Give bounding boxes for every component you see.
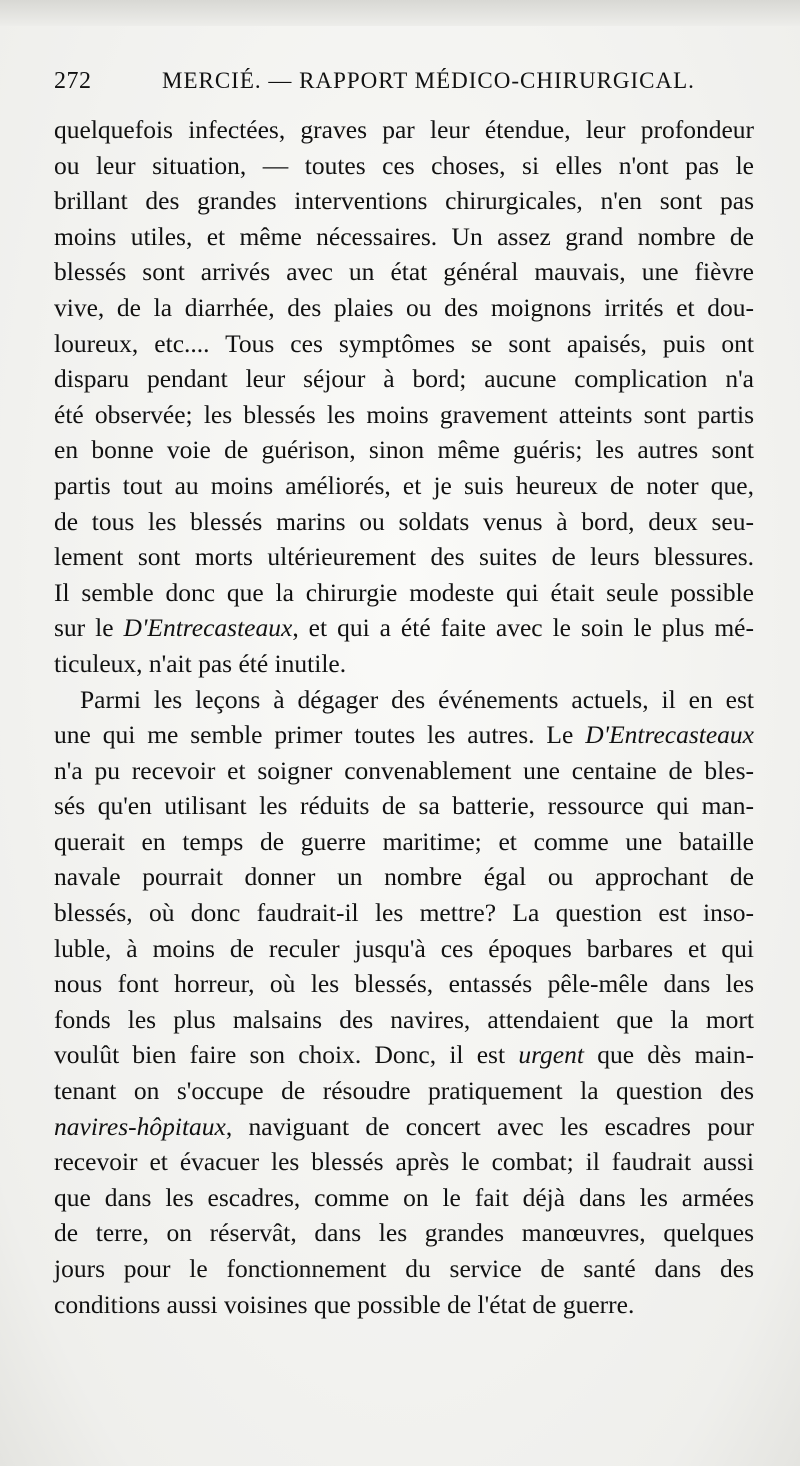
italic-ship-name: D'Entrecasteaux [123,613,293,643]
italic-ship-name: D'Entrecasteaux [585,720,754,750]
italic-emphasis: urgent [518,1040,584,1070]
text-line: moins utiles, et même nécessaires. Un assez grand nombre de [54,221,754,251]
text-line: recevoir et évacuer les blessés après le combat; il faudrait aussi [54,1147,754,1177]
running-head: MERCIÉ. — RAPPORT MÉDICO-CHIRURGICAL. [162,68,695,93]
text-line: de tous les blessés marins ou soldats venus à bord, deux seu- [54,506,754,536]
page-top-edge [0,0,800,26]
body-text [54,112,754,1322]
text-line: voulût bien faire son choix. Donc, il est urgent que dès main- [54,1040,754,1070]
text-line: de terre, on réservât, dans les grandes manœuvres, quelques [54,1218,754,1248]
text-line: ou leur situation, — toutes ces choses, si elles n'ont pas le [54,150,754,180]
text-line: vive, de la diarrhée, des plaies ou des moignons irrités et dou- [54,292,754,322]
text-line: Parmi les leçons à dégager des événements actuels, il en est [80,684,754,714]
text-line: lement sont morts ultérieurement des suites de leurs blessures. [54,542,754,572]
text-line: blessés, où donc faudrait-il les mettre? La question est inso- [54,898,754,928]
text-line: sés qu'en utilisant les réduits de sa batterie, ressource qui man- [54,791,754,821]
text-line: n'a pu recevoir et soigner convenablement une centaine de bles- [54,755,754,785]
page-header [54,68,754,102]
text-line: blessés sont arrivés avec un état général mauvais, une fièvre [54,257,754,287]
text-line: querait en temps de guerre maritime; et comme une bataille [54,826,754,856]
text-line: une qui me semble primer toutes les autres. Le D'Entrecasteaux [54,720,754,750]
text-line: sur le D'Entrecasteaux, et qui a été faite avec le soin le plus mé- [54,613,754,643]
text-line: navires-hôpitaux, naviguant de concert avec les escadres pour [54,1111,754,1141]
text-line: été observée; les blessés les moins gravement atteints sont partis [54,399,754,429]
text-line: fonds les plus malsains des navires, attendaient que la mort [54,1004,754,1034]
text-line: ticuleux, n'ait pas été inutile. [54,648,347,678]
page-number: 272 [54,68,92,94]
text-line: tenant on s'occupe de résoudre pratiquement la question des [54,1076,754,1106]
text-line: disparu pendant leur séjour à bord; aucune complication n'a [54,364,754,394]
text-line: luble, à moins de reculer jusqu'à ces époques barbares et qui [54,933,754,963]
text-line: Il semble donc que la chirurgie modeste qui était seule possible [54,577,754,607]
text-line: que dans les escadres, comme on le fait déjà dans les armées [54,1182,754,1212]
italic-ship-name: navires-hôpitaux [54,1111,226,1141]
text-line: jours pour le fonctionnement du service de santé dans des [54,1254,754,1283]
text-line: en bonne voie de guérison, sinon même guéris; les autres sont [54,435,754,465]
text-line: partis tout au moins améliorés, et je suis heureux de noter que, [54,470,754,500]
text-line: navale pourrait donner un nombre égal ou approchant de [54,862,754,892]
text-line: quelquefois infectées, graves par leur étendue, leur profondeur [54,115,754,144]
text-line: loureux, etc.... Tous ces symptômes se sont apaisés, puis ont [54,328,754,358]
text-line: nous font horreur, où les blessés, entassés pêle-mêle dans les [54,969,754,999]
text-line: brillant des grandes interventions chirurgicales, n'en sont pas [54,186,754,216]
text-line: conditions aussi voisines que possible de l'état de guerre. [54,1289,635,1319]
